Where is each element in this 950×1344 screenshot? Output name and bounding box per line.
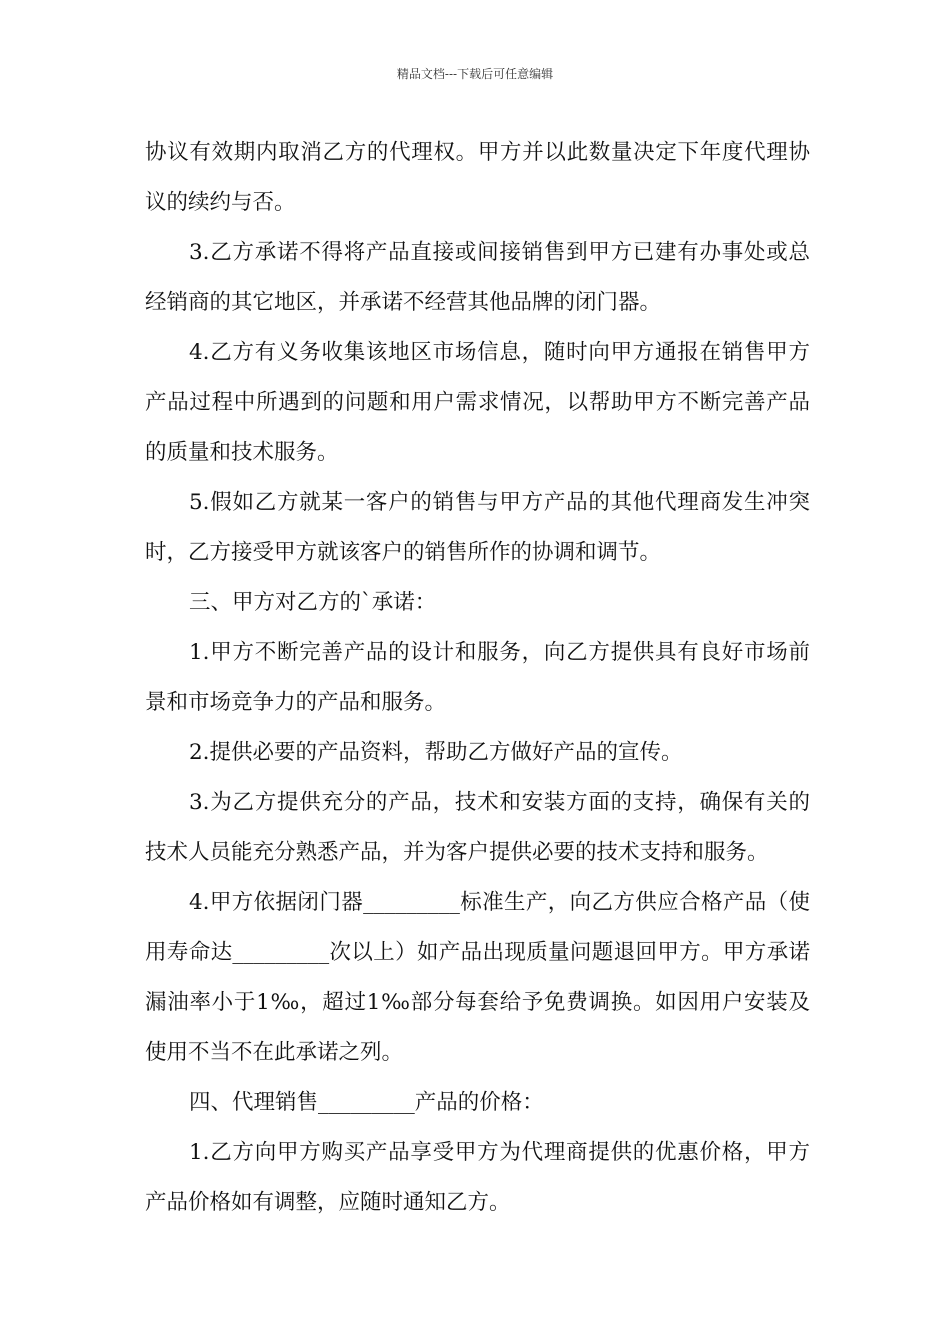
paragraph-7: 2.提供必要的产品资料，帮助乙方做好产品的宣传。: [189, 740, 683, 765]
paragraph-2: 3.乙方承诺不得将产品直接或间接销售到甲方已建有办事处或总经销商的其它地区，并承诺不经营其他品牌的闭门器。: [145, 240, 810, 315]
page-header: 精品文档---下载后可任意编辑: [396, 67, 554, 81]
paragraph-11: 1.乙方向甲方购买产品享受甲方为代理商提供的优惠价格，甲方产品价格如有调整，应随时通知乙方。: [145, 1140, 810, 1215]
paragraph-6: 1.甲方不断完善产品的设计和服务，向乙方提供具有良好市场前景和市场竞争力的产品和服务。: [145, 640, 810, 715]
document-body: [145, 128, 810, 1228]
section-heading-4: 四、代理销售_________产品的价格：: [189, 1090, 544, 1115]
paragraph-3: 4.乙方有义务收集该地区市场信息，随时向甲方通报在销售甲方产品过程中所遇到的问题和用户需求情况，以帮助甲方不断完善产品的质量和技术服务。: [145, 340, 810, 465]
section-heading-3: 三、甲方对乙方的`承诺：: [189, 590, 437, 615]
paragraph-4: 5.假如乙方就某一客户的销售与甲方产品的其他代理商发生冲突时，乙方接受甲方就该客户的销售所作的协调和调节。: [145, 490, 810, 565]
paragraph-8: 3.为乙方提供充分的产品，技术和安装方面的支持，确保有关的技术人员能充分熟悉产品，并为客户提供必要的技术支持和服务。: [145, 790, 810, 865]
paragraph-1: 协议有效期内取消乙方的代理权。甲方并以此数量决定下年度代理协议的续约与否。: [145, 140, 810, 215]
paragraph-9: 4.甲方依据闭门器_________标准生产，向乙方供应合格产品（使用寿命达_________次以上）如产品出现质量问题退回甲方。甲方承诺漏油率小于1‰，超过1‰部分每套给予免费调换。如因用户安装及使用不当不在此承诺之列。: [145, 890, 810, 1065]
